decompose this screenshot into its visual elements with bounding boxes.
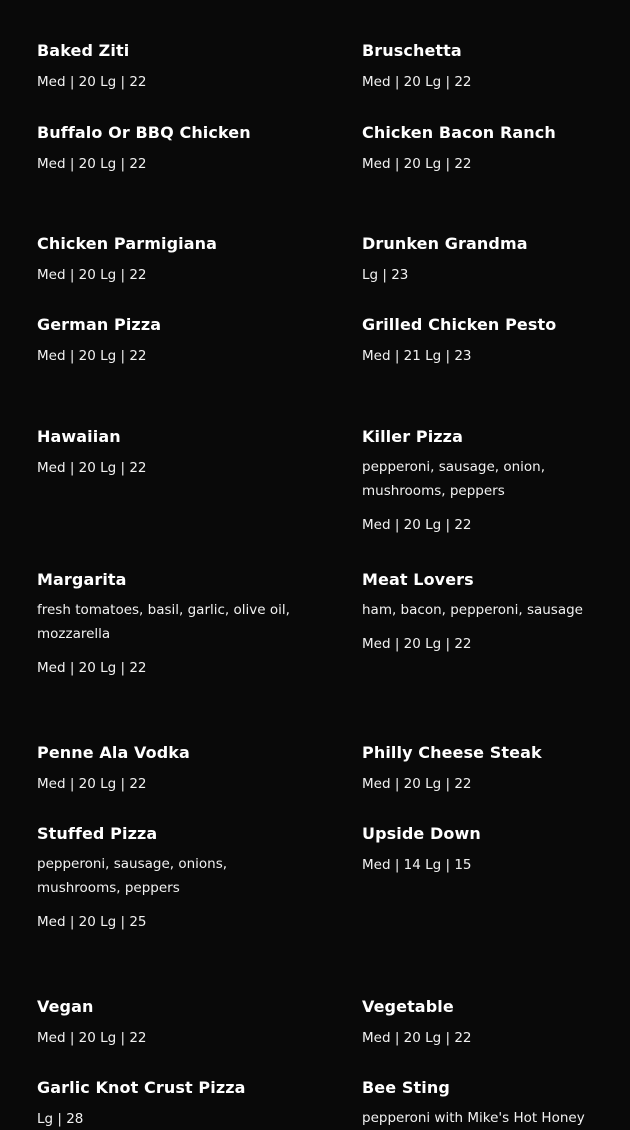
menu-item-name: Chicken Parmigiana	[37, 234, 217, 253]
menu-item-killer-pizza	[362, 427, 624, 535]
menu-item-price: Med | 20 Lg | 22	[37, 460, 147, 476]
menu-item-price: Med | 20 Lg | 22	[37, 156, 147, 172]
menu-item-price: Med | 20 Lg | 22	[37, 776, 147, 792]
menu-item-price: Med | 20 Lg | 22	[362, 74, 472, 90]
menu-item-chicken-bacon-ranch	[362, 123, 624, 174]
menu-item-description: ham, bacon, pepperoni, sausage	[362, 602, 583, 618]
menu-item-name: Stuffed Pizza	[37, 824, 158, 843]
menu-item-name: Hawaiian	[37, 427, 121, 446]
menu-item-price: Med | 20 Lg | 22	[37, 348, 147, 364]
menu-item-price: Med | 20 Lg | 25	[37, 914, 147, 930]
menu-item-penne-ala-vodka	[37, 743, 297, 794]
menu-item-name: Baked Ziti	[37, 41, 130, 60]
menu-item-margarita	[37, 570, 322, 678]
menu-item-description: pepperoni, sausage, onions, mushrooms, peppers	[37, 856, 228, 896]
menu-item-price: Med | 20 Lg | 22	[362, 517, 472, 533]
menu-item-price: Med | 20 Lg | 22	[37, 267, 147, 283]
menu-item-hawaiian	[37, 427, 297, 478]
menu-item-price: Med | 20 Lg | 22	[362, 1030, 472, 1046]
menu-item-price: Med | 20 Lg | 22	[362, 776, 472, 792]
menu-item-price: Med | 20 Lg | 22	[37, 1030, 147, 1046]
menu-item-name: Drunken Grandma	[362, 234, 528, 253]
menu-item-garlic-knot-crust-pizza	[37, 1078, 297, 1129]
menu-item-price: Med | 20 Lg | 22	[37, 74, 147, 90]
menu-item-name: Philly Cheese Steak	[362, 743, 542, 762]
menu-item-price: Med | 14 Lg | 15	[362, 857, 472, 873]
menu-item-name: Vegetable	[362, 997, 454, 1016]
menu-item-name: Penne Ala Vodka	[37, 743, 190, 762]
menu-item-name: Buffalo Or BBQ Chicken	[37, 123, 251, 142]
menu-item-name: Chicken Bacon Ranch	[362, 123, 556, 142]
menu-item-german-pizza	[37, 315, 297, 366]
menu-item-upside-down	[362, 824, 624, 875]
menu-item-philly-cheese-steak	[362, 743, 624, 794]
menu-item-price: Med | 20 Lg | 22	[37, 660, 147, 676]
menu-item-name: Vegan	[37, 997, 94, 1016]
menu-item-description: pepperoni, sausage, onion, mushrooms, peppers	[362, 459, 546, 499]
menu-item-name: Killer Pizza	[362, 427, 463, 446]
menu-item-vegan	[37, 997, 297, 1048]
menu-item-name: Bee Sting	[362, 1078, 450, 1097]
menu-item-bruschetta	[362, 41, 624, 92]
menu-item-name: Margarita	[37, 570, 127, 589]
menu-item-name: Upside Down	[362, 824, 481, 843]
menu-item-name: Grilled Chicken Pesto	[362, 315, 557, 334]
menu-item-name: German Pizza	[37, 315, 162, 334]
menu-item-meat-lovers	[362, 570, 624, 654]
menu-item-name: Garlic Knot Crust Pizza	[37, 1078, 246, 1097]
menu-item-price: Med | 20 Lg | 22	[362, 636, 472, 652]
menu-item-price: Lg | 28	[37, 1111, 84, 1127]
menu-item-description: pepperoni with Mike's Hot Honey	[362, 1110, 585, 1126]
menu-item-stuffed-pizza	[37, 824, 277, 932]
menu-item-chicken-parmigiana	[37, 234, 297, 285]
menu-item-price: Lg | 23	[362, 267, 409, 283]
menu-item-bee-sting	[362, 1078, 624, 1130]
menu-item-drunken-grandma	[362, 234, 624, 285]
menu-item-description: fresh tomatoes, basil, garlic, olive oil, mozzarella	[37, 602, 290, 642]
menu-item-baked-ziti	[37, 41, 297, 92]
menu-item-grilled-chicken-pesto	[362, 315, 624, 366]
menu-item-name: Meat Lovers	[362, 570, 474, 589]
menu-item-price: Med | 21 Lg | 23	[362, 348, 472, 364]
menu-item-vegetable	[362, 997, 624, 1048]
menu-item-buffalo-bbq-chicken	[37, 123, 297, 174]
menu-item-price: Med | 20 Lg | 22	[362, 156, 472, 172]
menu-item-name: Bruschetta	[362, 41, 462, 60]
